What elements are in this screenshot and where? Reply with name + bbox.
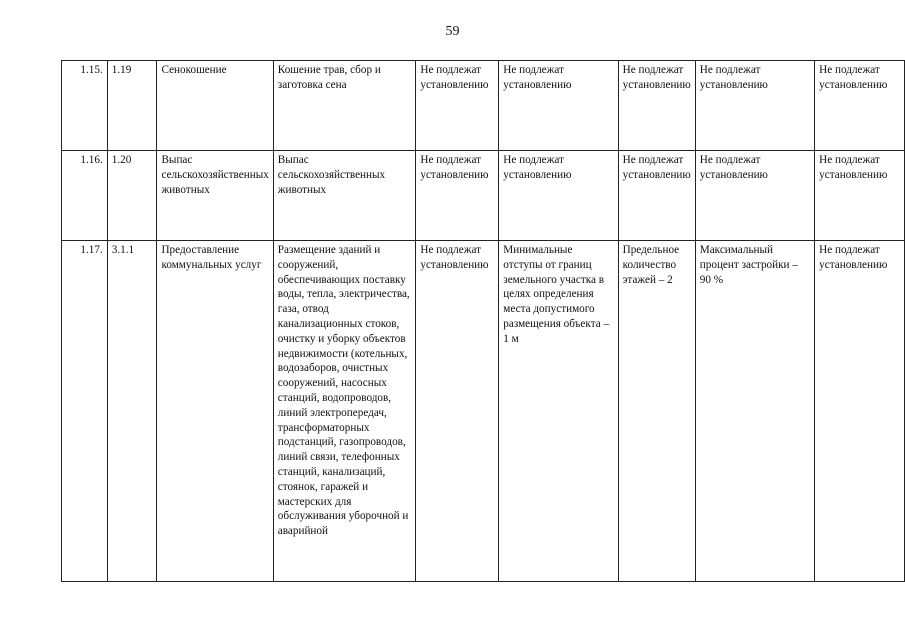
param-cell: Предельное количество этажей – 2 [618, 241, 695, 582]
param-cell: Не подлежат установлению [695, 151, 814, 241]
param-cell: Не подлежат установлению [416, 151, 499, 241]
param-cell: Не подлежат установлению [499, 151, 618, 241]
param-cell: Не подлежат установлению [815, 241, 905, 582]
use-name: Сенокошение [157, 61, 273, 151]
param-cell: Не подлежат установлению [416, 241, 499, 582]
param-cell: Не подлежат установлению [815, 151, 905, 241]
use-description: Кошение трав, сбор и заготовка сена [273, 61, 416, 151]
use-name: Предоставление коммунальных услуг [157, 241, 273, 582]
table-row [62, 151, 905, 241]
row-number: 1.15. [62, 61, 108, 151]
table-row [62, 241, 905, 582]
param-cell: Не подлежат установлению [618, 151, 695, 241]
table-row [62, 61, 905, 151]
page-number: 59 [445, 24, 460, 39]
use-description: Размещение зданий и сооружений, обеспечивающих поставку воды, тепла, электричества, газа, отвод канализационных стоков, очистку и уборку объектов недвижимости (котельных, водозаборов, очистных сооружений, насосных станций, водопроводов, линий электропередач, трансформаторных подстанций, газопроводов, линий связи, телефонных станций, канализаций, стоянок, гаражей и мастерских для обслуживания уборочной и аварийной [273, 241, 416, 582]
param-cell: Не подлежат установлению [815, 61, 905, 151]
use-name: Выпас сельскохозяйственных животных [157, 151, 273, 241]
param-cell: Не подлежат установлению [695, 61, 814, 151]
regulations-table [61, 60, 905, 582]
use-code: 1.20 [107, 151, 157, 241]
use-description: Выпас сельскохозяйственных животных [273, 151, 416, 241]
use-code: 1.19 [107, 61, 157, 151]
row-number: 1.17. [62, 241, 108, 582]
param-cell: Максимальный процент застройки – 90 % [695, 241, 814, 582]
param-cell: Не подлежат установлению [618, 61, 695, 151]
use-code: 3.1.1 [107, 241, 157, 582]
row-number: 1.16. [62, 151, 108, 241]
param-cell: Не подлежат установлению [499, 61, 618, 151]
param-cell: Не подлежат установлению [416, 61, 499, 151]
param-cell: Минимальные отступы от границ земельного участка в целях определения места допустимого размещения объекта – 1 м [499, 241, 618, 582]
